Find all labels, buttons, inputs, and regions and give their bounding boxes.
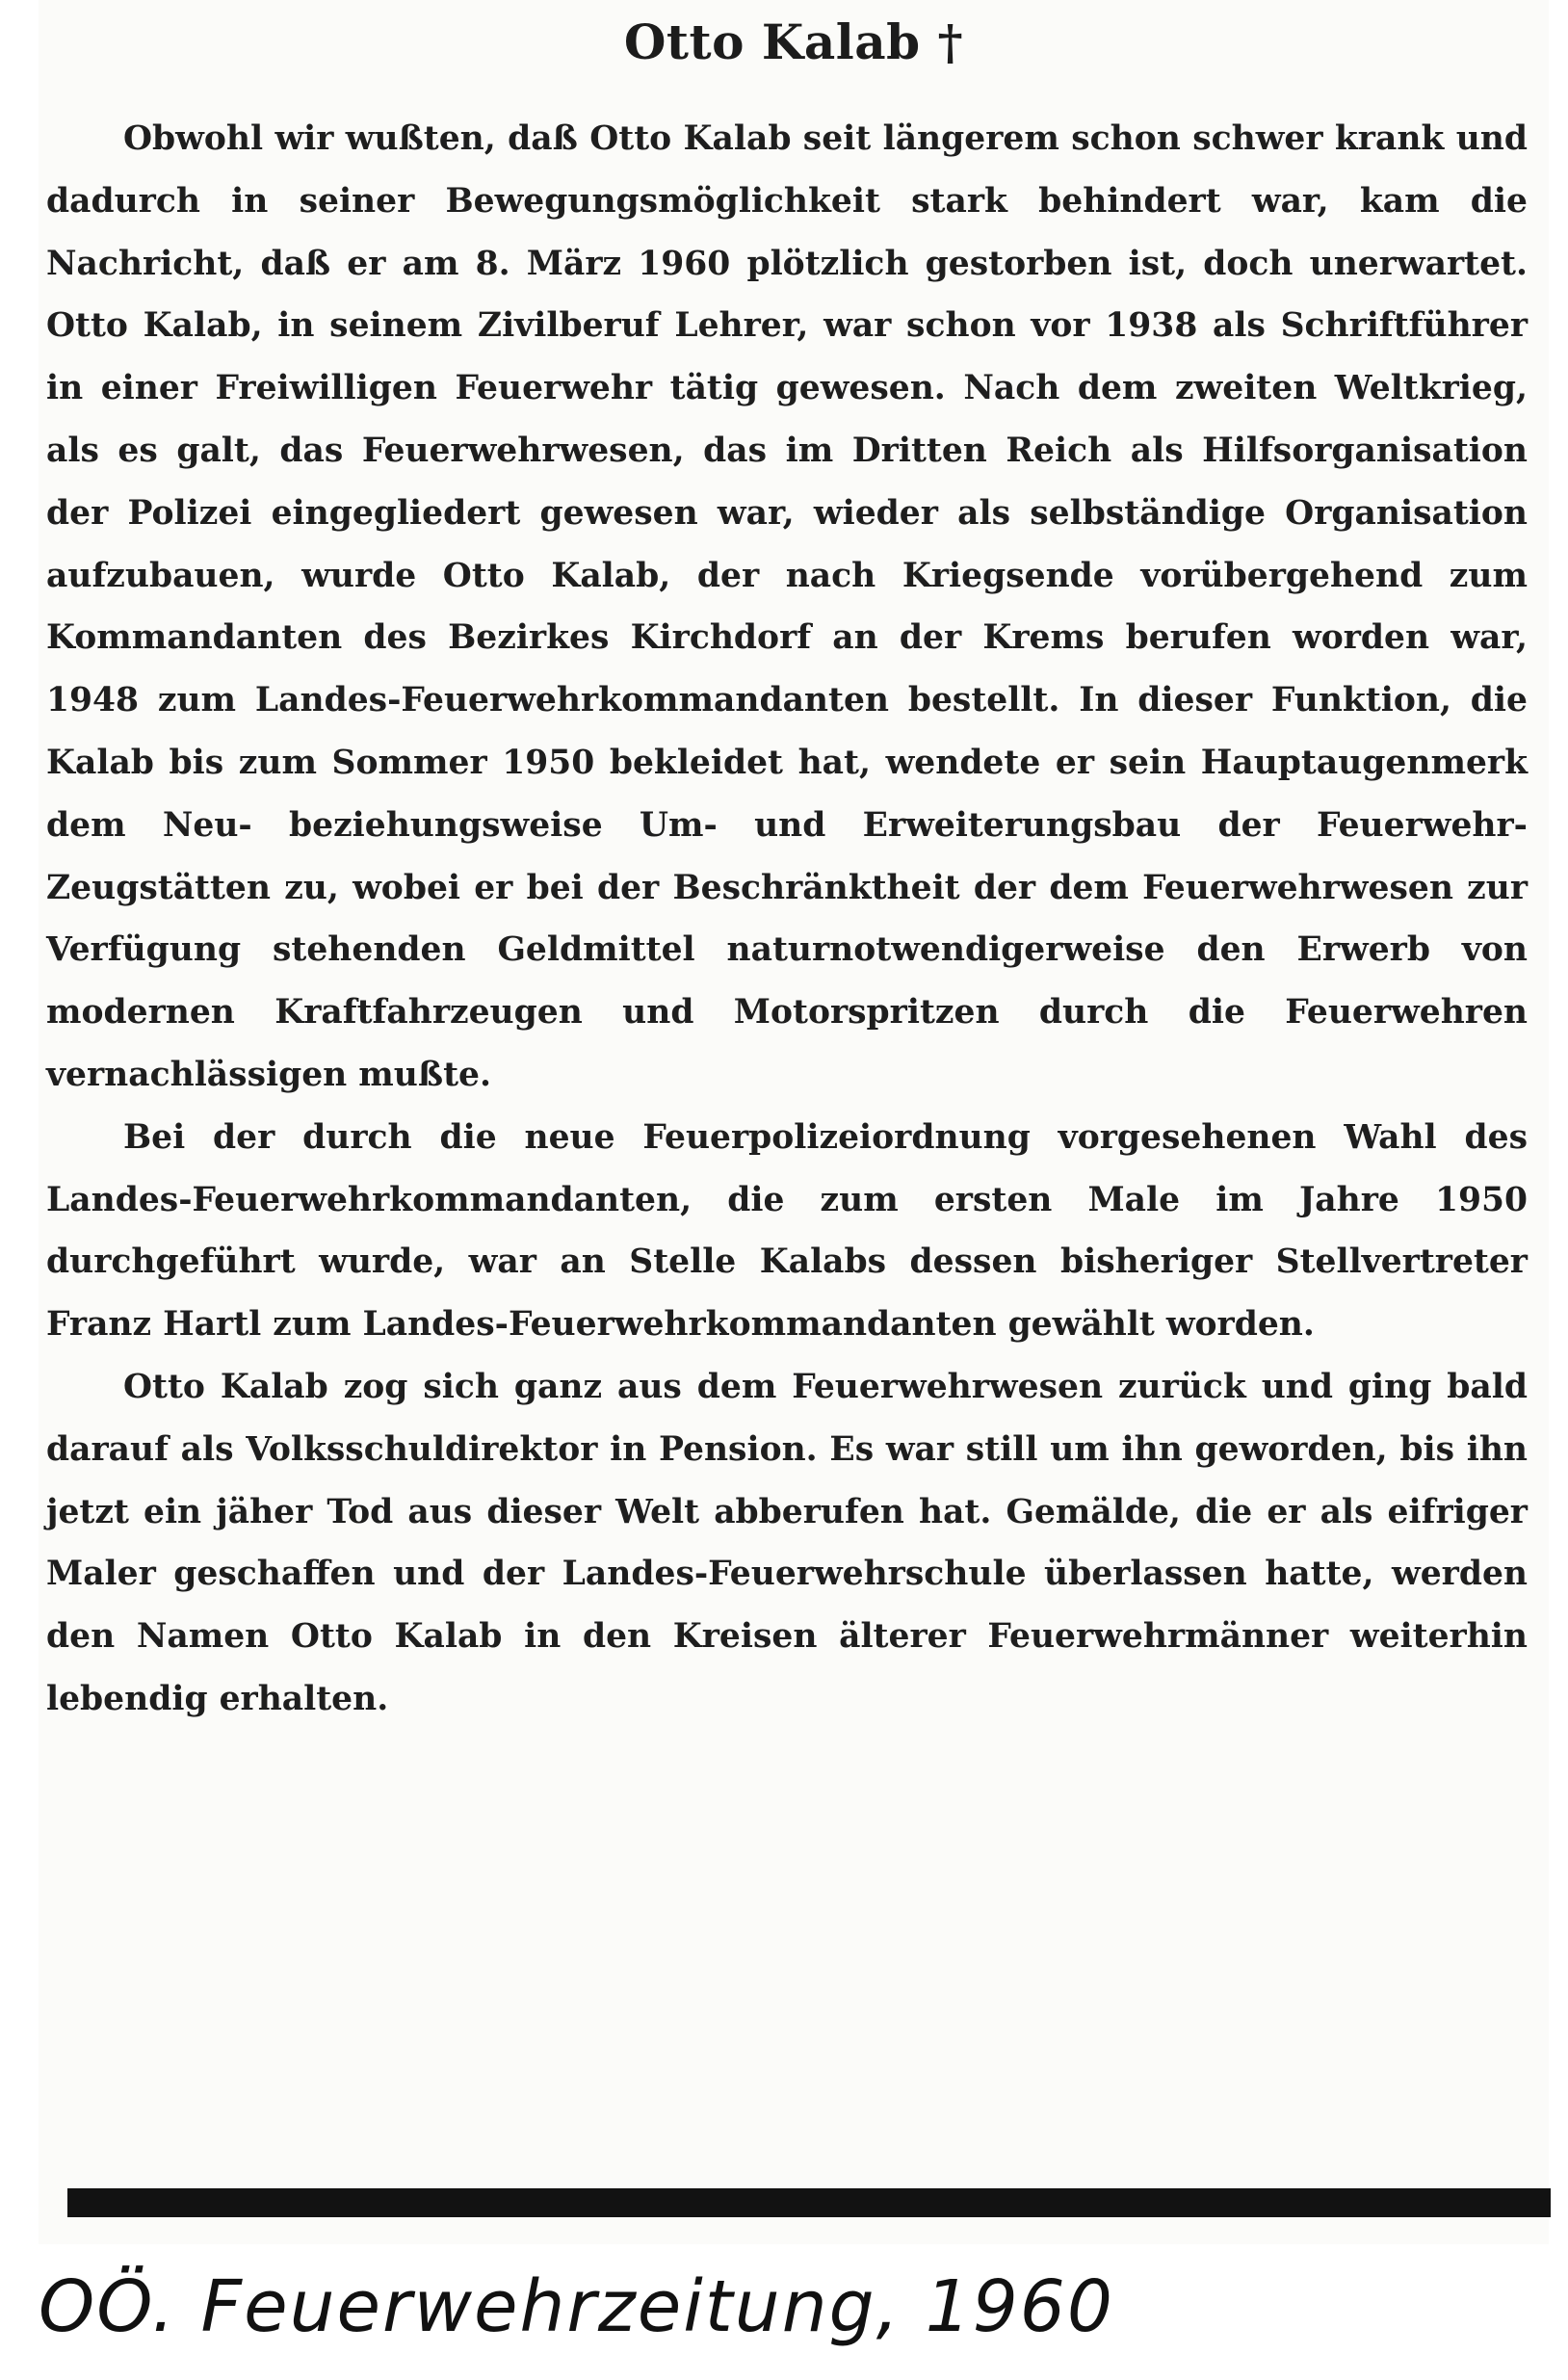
obituary-body (46, 108, 1528, 1731)
obituary-headline: Otto Kalab † (623, 13, 964, 70)
paragraph-2: Bei der durch die neue Feuerpolizeiordnung vorgesehenen Wahl des Landes-Feuerwehrkommandanten, die zum ersten Male im Jahre 1950 durchgeführt wurde, war an Stelle Kalabs dessen bisheriger Stellvertreter Franz Hartl zum Landes-Feuerwehrkommandanten gewählt worden. (46, 1117, 1528, 1345)
bottom-rule (67, 2188, 1551, 2217)
paragraph-3: Otto Kalab zog sich ganz aus dem Feuerwehrwesen zurück und ging bald darauf als Volksschuldirektor in Pension. Es war still um ihn geworden, bis ihn jetzt ein jäher Tod aus dieser Welt abberufen hat. Gemälde, die er als eifriger Maler geschaffen und der Landes-Feuerwehrschule überlassen hatte, werden den Namen Otto Kalab in den Kreisen älterer Feuerwehrmänner weiterhin lebendig erhalten. (46, 1367, 1528, 1718)
handwritten-source-note: OÖ. Feuerwehrzeitung, 1960 (39, 2265, 1114, 2348)
paragraph-1: Obwohl wir wußten, daß Otto Kalab seit längerem schon schwer krank und dadurch in seiner Bewegungsmöglichkeit stark behindert war, kam die Nachricht, daß er am 8. März 1960 plötzlich gestorben ist, doch unerwartet. Otto Kalab, in seinem Zivilberuf Lehrer, war schon vor 1938 als Schriftführer in einer Freiwilligen Feuerwehr tätig gewesen. Nach dem zweiten Weltkrieg, als es galt, das Feuerwehrwesen, das im Dritten Reich als Hilfsorganisation der Polizei eingegliedert gewesen war, wieder als selbständige Organisation aufzubauen, wurde Otto Kalab, der nach Kriegsende vorübergehend zum Kommandanten des Bezirkes Kirchdorf an der Krems berufen worden war, 1948 zum Landes-Feuerwehrkommandanten bestellt. In dieser Funktion, die Kalab bis zum Sommer 1950 bekleidet hat, wendete er sein Hauptaugenmerk dem Neu- beziehungsweise Um- und Erweiterungsbau der Feuerwehr-Zeugstätten zu, wobei er bei der Beschränktheit der dem Feuerwehrwesen zur Verfügung stehenden Geldmittel naturnotwendigerweise den Erwerb von modernen Kraftfahrzeugen und Motorspritzen durch die Feuerwehren vernachlässigen mußte. (46, 119, 1528, 1094)
newspaper-clipping (39, 0, 1549, 2244)
